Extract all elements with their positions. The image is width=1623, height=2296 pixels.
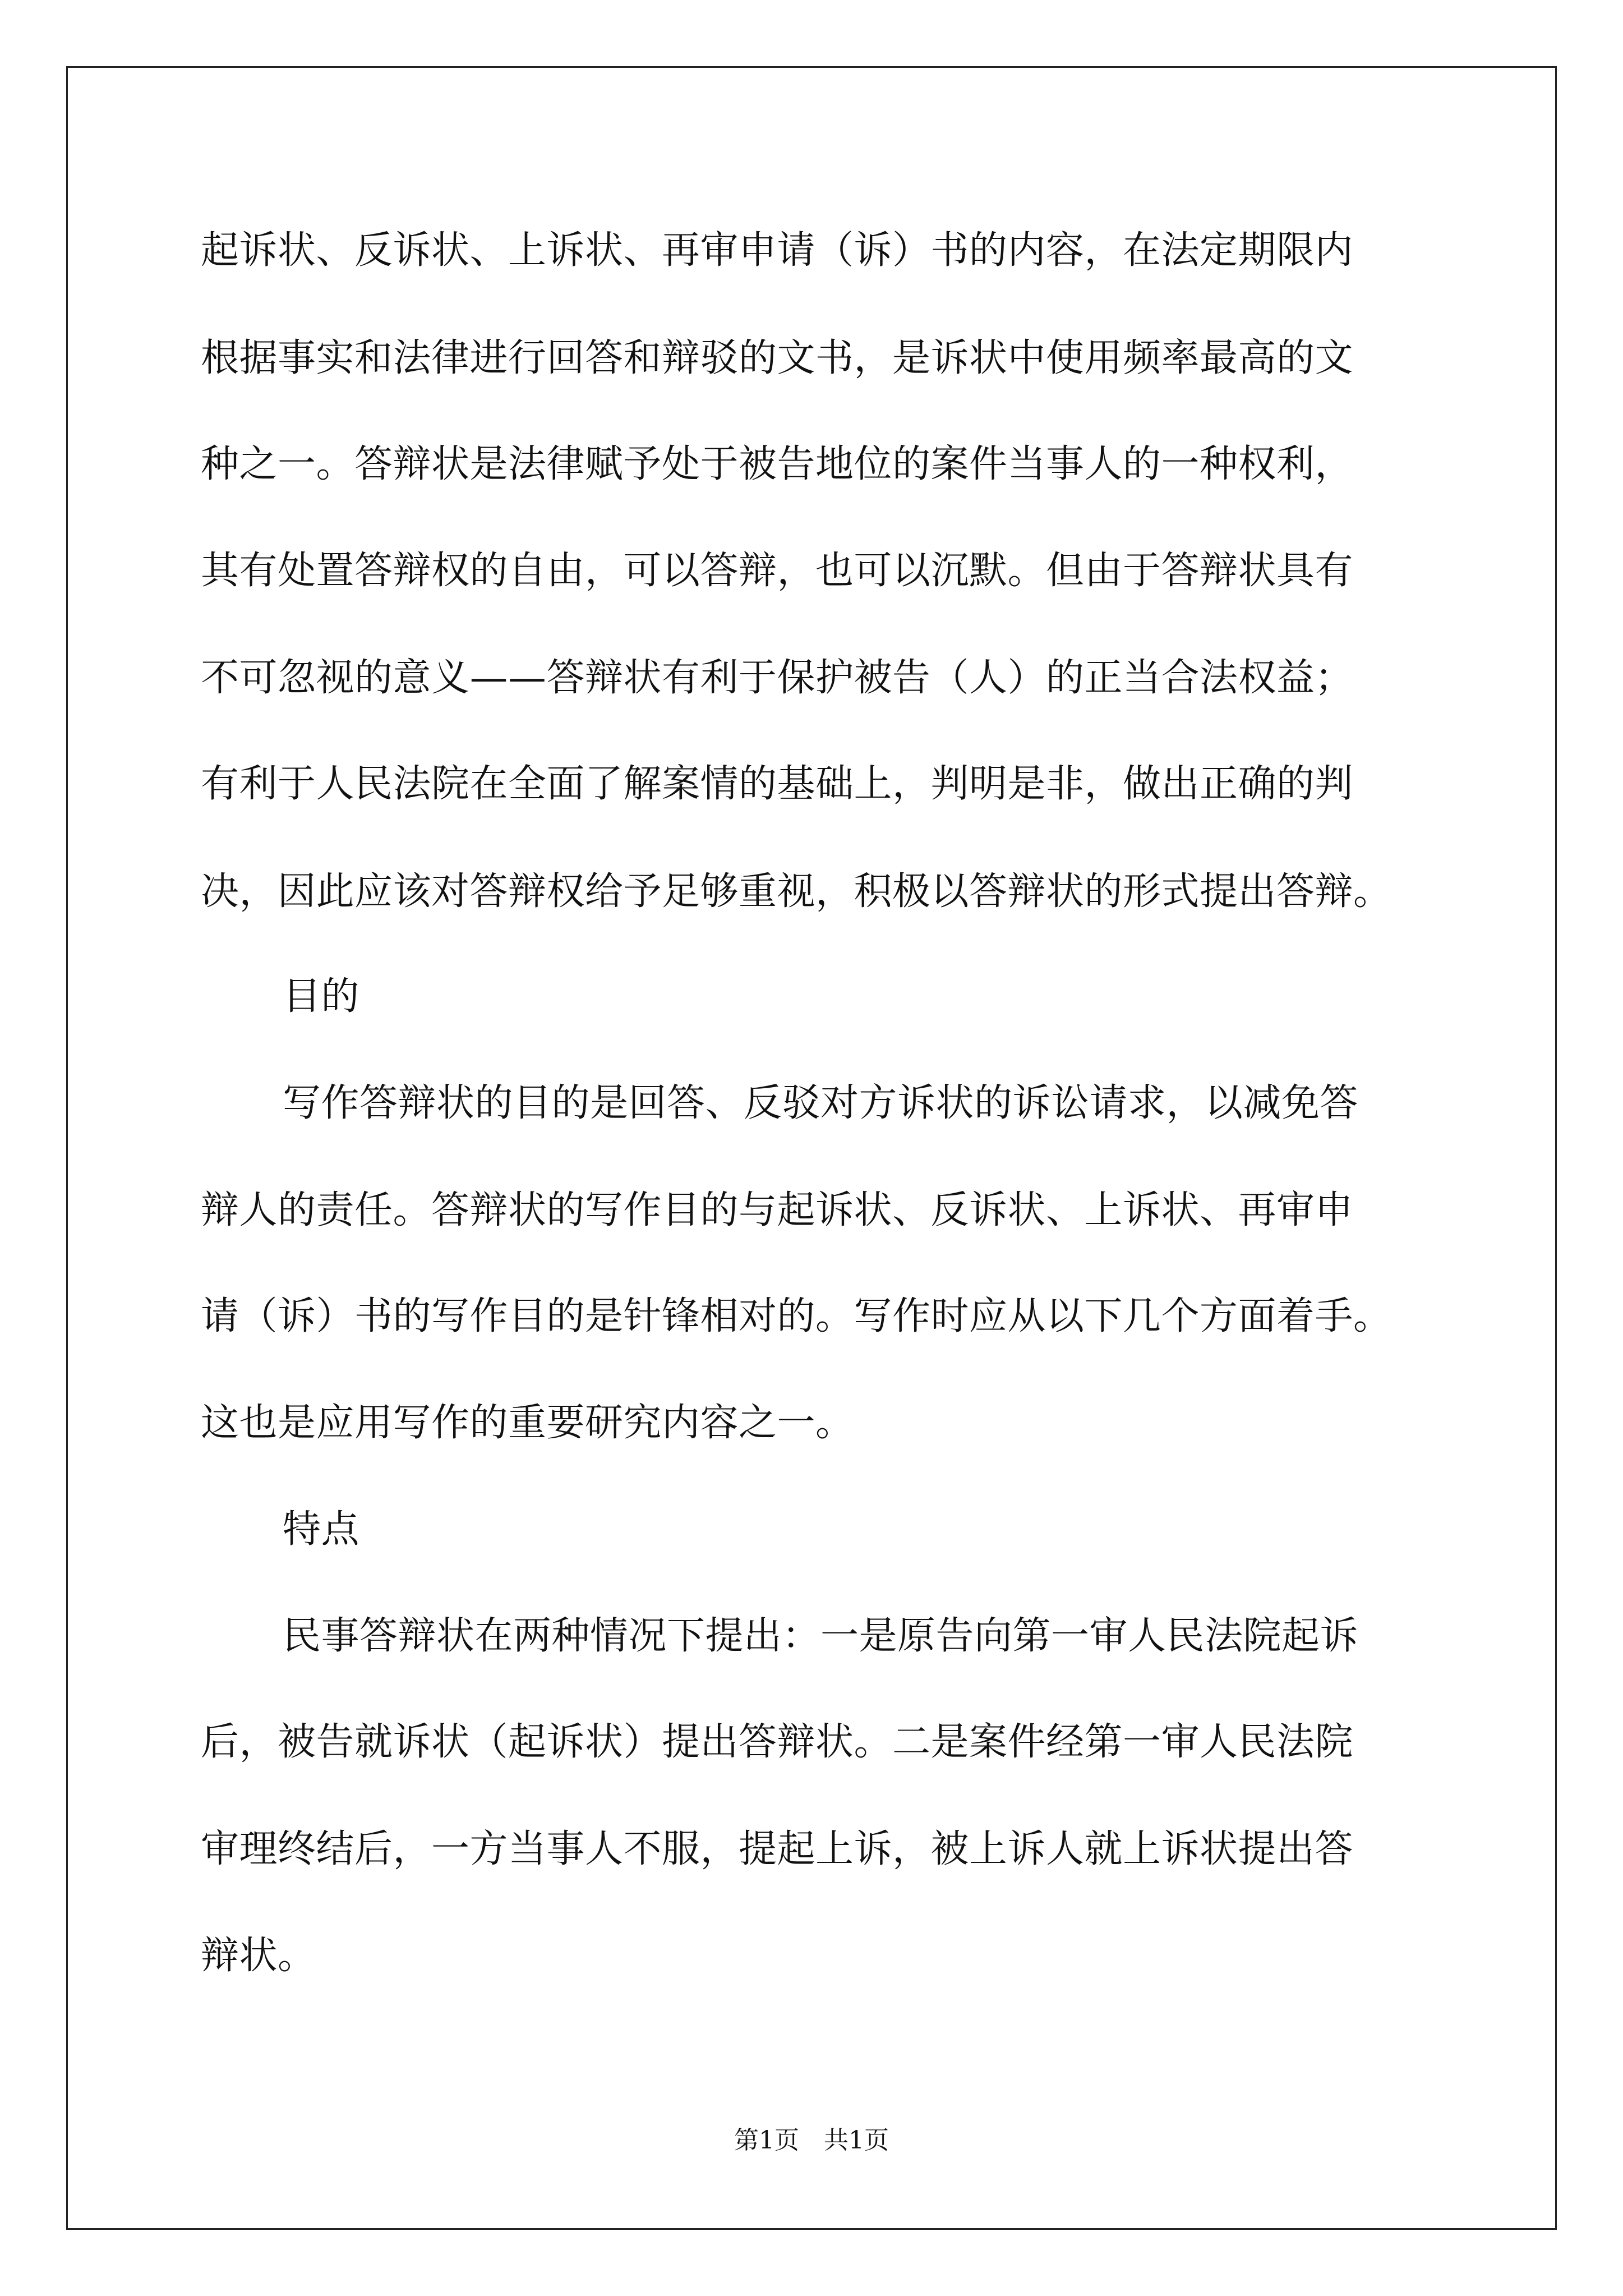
text-line: 后，被告就诉状（起诉状）提出答辩状。二是案件经第一审人民法院 bbox=[201, 1720, 1354, 1764]
page-number: 第1页 共1页 bbox=[734, 2126, 889, 2155]
text-line: 其有处置答辩权的自由，可以答辩，也可以沉默。但由于答辩状具有 bbox=[201, 549, 1354, 593]
text-line: 种之一。答辩状是法律赋予处于被告地位的案件当事人的一种权利， bbox=[201, 442, 1354, 486]
text-line: 决，因此应该对答辩权给予足够重视，积极以答辩状的形式提出答辩。 bbox=[201, 869, 1392, 914]
text-line: 写作答辩状的目的是回答、反驳对方诉状的诉讼请求，以减免答 bbox=[283, 1081, 1359, 1125]
section-heading: 目的 bbox=[283, 974, 360, 1019]
text-line: 辩状。 bbox=[201, 1934, 316, 1978]
text-line: 根据事实和法律进行回答和辩驳的文书，是诉状中使用频率最高的文 bbox=[201, 336, 1354, 380]
text-line: 起诉状、反诉状、上诉状、再审申请（诉）书的内容，在法定期限内 bbox=[201, 228, 1354, 273]
page-border bbox=[66, 66, 1557, 2230]
text-line: 辩人的责任。答辩状的写作目的与起诉状、反诉状、上诉状、再审申 bbox=[201, 1188, 1354, 1232]
text-line: 这也是应用写作的重要研究内容之一。 bbox=[201, 1401, 854, 1445]
text-line: 审理终结后，一方当事人不服，提起上诉，被上诉人就上诉状提出答 bbox=[201, 1827, 1354, 1871]
text-line: 民事答辩状在两种情况下提出：一是原告向第一审人民法院起诉 bbox=[283, 1614, 1359, 1658]
text-line: 有利于人民法院在全面了解案情的基础上，判明是非，做出正确的判 bbox=[201, 762, 1354, 806]
text-line: 请（诉）书的写作目的是针锋相对的。写作时应从以下几个方面着手。 bbox=[201, 1294, 1392, 1338]
section-heading: 特点 bbox=[283, 1507, 360, 1552]
text-line: 不可忽视的意义——答辩状有利于保护被告（人）的正当合法权益； bbox=[201, 656, 1354, 700]
